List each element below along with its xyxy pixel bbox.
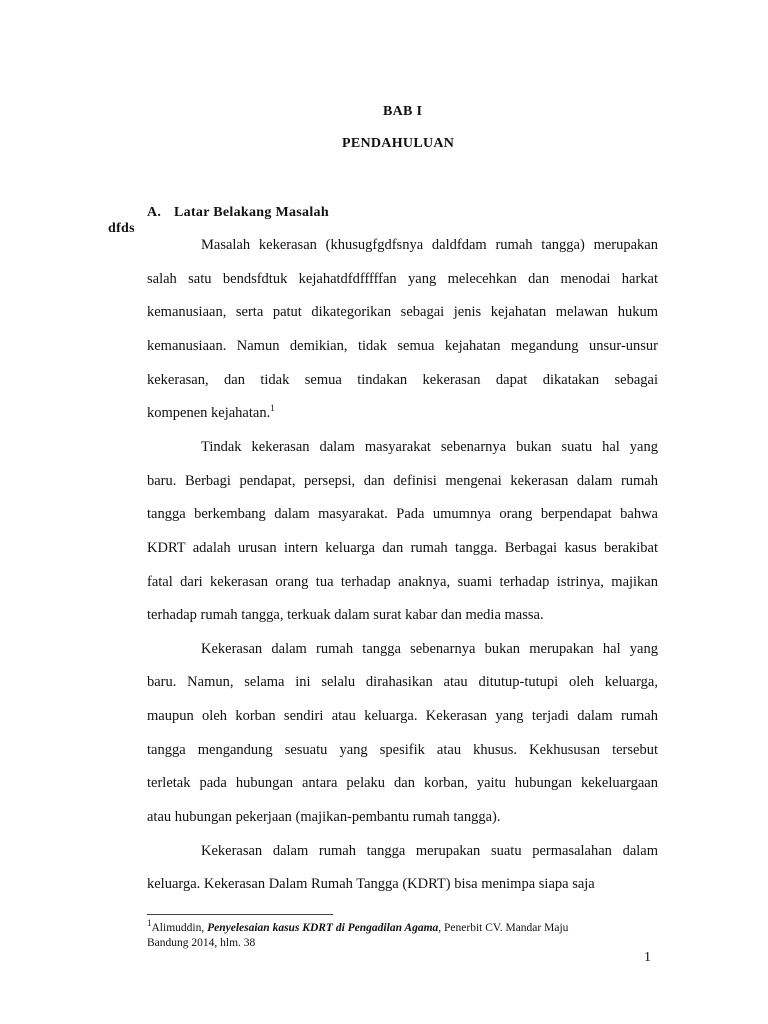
body-line: Masalah kekerasan (khusugfgdfsnya daldfdam rumah tangga) merupakan: [201, 237, 658, 253]
footnote-book-title: Penyelesaian kasus KDRT di Pengadilan Agama: [207, 922, 439, 934]
body-line: terhadap rumah tangga, terkuak dalam surat kabar dan media massa.: [147, 607, 544, 623]
footnote-number: 1: [147, 918, 152, 929]
section-label: A.: [147, 205, 162, 220]
body-line-text: kompenen kejahatan.: [147, 405, 271, 421]
body-line: baru. Namun, selama ini selalu dirahasikan atau ditutup-tutupi oleh keluarga,: [147, 674, 658, 690]
body-line: terletak pada hubungan antara pelaku dan korban, yaitu hubungan kekeluargaan: [147, 775, 658, 791]
body-line: fatal dari kekerasan orang tua terhadap anaknya, suami terhadap istrinya, majikan: [147, 574, 658, 590]
footnote-line-2: Bandung 2014, hlm. 38: [147, 937, 256, 949]
footnote-author: Alimuddin,: [151, 922, 208, 934]
chapter-number: BAB I: [383, 104, 423, 119]
footnote-separator: [147, 914, 333, 915]
stray-note: dfds: [108, 221, 135, 236]
body-line: tangga mengandung sesuatu yang spesifik atau khusus. Kekhususan tersebut: [147, 742, 658, 758]
section-title: Latar Belakang Masalah: [174, 205, 329, 220]
body-line: Kekerasan dalam rumah tangga sebenarnya bukan merupakan hal yang: [201, 641, 658, 657]
body-line: KDRT adalah urusan intern keluarga dan rumah tangga. Berbagai kasus berakibat: [147, 540, 658, 556]
footnote-reference: 1: [270, 403, 275, 414]
body-line: maupun oleh korban sendiri atau keluarga. Kekerasan yang terjadi dalam rumah: [147, 708, 658, 724]
body-line: tangga berkembang dalam masyarakat. Pada umumnya orang berpendapat bahwa: [147, 506, 658, 522]
body-line: keluarga. Kekerasan Dalam Rumah Tangga (KDRT) bisa menimpa siapa saja: [147, 876, 595, 892]
body-line: Kekerasan dalam rumah tangga merupakan suatu permasalahan dalam: [201, 843, 658, 859]
body-line: atau hubungan pekerjaan (majikan-pembantu rumah tangga).: [147, 809, 501, 825]
body-line: kekerasan, dan tidak semua tindakan kekerasan dapat dikatakan sebagai: [147, 372, 658, 388]
body-line: kemanusiaan. Namun demikian, tidak semua kejahatan megandung unsur-unsur: [147, 338, 658, 354]
body-line: Tindak kekerasan dalam masyarakat sebenarnya bukan suatu hal yang: [201, 439, 658, 455]
body-line: baru. Berbagi pendapat, persepsi, dan definisi mengenai kekerasan dalam rumah: [147, 473, 658, 489]
body-line: kemanusiaan, serta patut dikategorikan sebagai jenis kejahatan melawan hukum: [147, 304, 658, 320]
body-line: salah satu bendsfdtuk kejahatdfdfffffan yang melecehkan dan menodai harkat: [147, 271, 658, 287]
footnote-publisher: , Penerbit CV. Mandar Maju: [438, 922, 569, 934]
chapter-title: PENDAHULUAN: [342, 136, 455, 151]
footnote: [147, 918, 658, 935]
page-number: 1: [644, 950, 651, 965]
body-line: [147, 404, 658, 422]
